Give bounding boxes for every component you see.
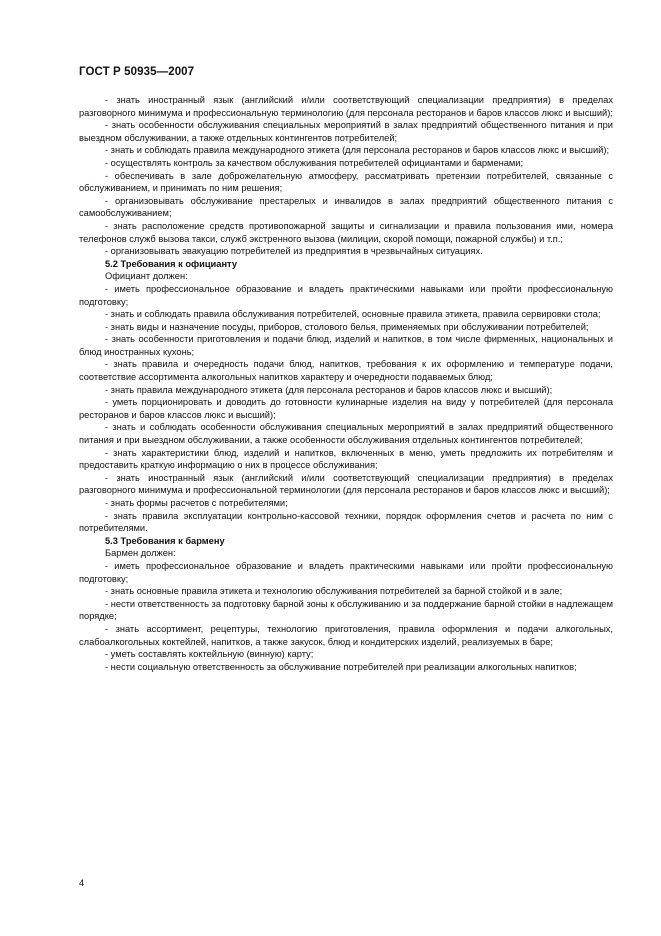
paragraph: - знать основные правила этикета и технологию обслуживания потребителей за барной стойкой и в зале; xyxy=(105,586,563,597)
paragraph: Официант должен: xyxy=(105,271,188,282)
paragraph: Бармен должен: xyxy=(105,548,176,559)
paragraph: - уметь составлять коктейльную (винную) карту; xyxy=(105,649,314,660)
paragraph: - осуществлять контроль за качеством обслуживания потребителей официантами и барменами; xyxy=(105,157,524,168)
paragraph: - знать характеристики блюд, изделий и напитков, включенных в меню, уметь предложить их потребителям и предоставить краткую информацию о них в процессе обслуживания; xyxy=(79,447,613,471)
document-body xyxy=(79,94,613,673)
section-heading: 5.2 Требования к официанту xyxy=(105,258,238,269)
paragraph: - знать правила и очередность подачи блюд, напитков, требования к их оформлению и температуре подачи, соответствие ассортимента алкогольных напитков характеру и очередности подаваемых блюд; xyxy=(79,359,613,383)
paragraph: - знать расположение средств противопожарной защиты и сигнализации и правила пользования ими, номера телефонов служб вызова такси, служб экстренного вызова (милиции, скорой помощи, пожарной службы) и т.п.; xyxy=(79,220,613,244)
paragraph: - организовывать обслуживание престарелых и инвалидов в залах предприятий общественного питания с самообслуживанием; xyxy=(79,195,613,219)
paragraph: - нести социальную ответственность за обслуживание потребителей при реализации алкогольных напитков; xyxy=(105,661,577,672)
document-header-title: ГОСТ Р 50935—2007 xyxy=(79,66,195,78)
paragraph: - обеспечивать в зале доброжелательную атмосферу, рассматривать претензии потребителей, связанные с обслуживанием, и принимать по ним решения; xyxy=(79,170,613,194)
paragraph: - знать формы расчетов с потребителями; xyxy=(105,498,288,508)
paragraph: - нести ответственность за подготовку барной зоны к обслуживанию и за поддержание барной стойки в надлежащем порядке; xyxy=(79,598,613,622)
page-number: 4 xyxy=(79,878,85,888)
paragraph: - иметь профессиональное образование и владеть практическими навыками или пройти профессиональную подготовку; xyxy=(79,283,613,307)
paragraph: - знать правила эксплуатации контрольно-кассовой техники, порядок оформления счетов и расчета по ним с потребителями. xyxy=(79,510,613,534)
section-heading: 5.3 Требования к бармену xyxy=(105,535,225,546)
paragraph: - знать правила международного этикета (для персонала ресторанов и баров классов люкс и высший); xyxy=(105,384,553,395)
paragraph: - иметь профессиональное образование и владеть практическими навыками или пройти профессиональную подготовку; xyxy=(79,560,613,584)
paragraph: - знать особенности приготовления и подачи блюд, изделий и напитков, в том числе фирменных, национальных и блюд иностранных кухонь; xyxy=(79,334,613,357)
paragraph: - знать и соблюдать особенности обслуживания специальных мероприятий в залах предприятий общественного питания и при выездном обслуживании, а также особенности обслуживания отдельных контингентов потребителей; xyxy=(79,422,613,446)
paragraph: - знать и соблюдать правила обслуживания потребителей, основные правила этикета, правила сервировки стола; xyxy=(105,309,601,320)
paragraph: - знать особенности обслуживания специальных мероприятий в залах предприятий общественного питания и при выездном обслуживании, а также отдельных контингентов потребителей; xyxy=(79,120,613,143)
paragraph: - знать ассортимент, рецептуры, технологию приготовления, правила оформления и подачи алкогольных, слабоалкогольных коктейлей, напитков, а также закусок, блюд и кондитерских изделий, реализуемых в баре; xyxy=(79,623,613,647)
paragraph: - уметь порционировать и доводить до готовности кулинарные изделия на виду у потребителей (для персонала ресторанов и баров классов люкс и высший); xyxy=(79,397,613,420)
paragraph: - знать иностранный язык (английский и/или соответствующий специализации предприятия) в пределах разговорного минимума и профессиональной терминологии (для персонала ресторанов и баров классов люкс и высший); xyxy=(79,472,613,496)
paragraph: - знать и соблюдать правила международного этикета (для персонала ресторанов и баров классов люкс и высший); xyxy=(105,145,610,156)
paragraph: - знать виды и назначение посуды, приборов, столового белья, применяемых при обслуживании потребителей; xyxy=(105,321,589,332)
paragraph: - знать иностранный язык (английский и/или соответствующий специализации предприятия) в пределах разговорного минимума и профессиональную терминологию (для персонала ресторанов и баров классов люкс и высший); xyxy=(79,95,613,118)
paragraph: - организовывать эвакуацию потребителей из предприятия в чрезвычайных ситуациях. xyxy=(105,246,483,257)
